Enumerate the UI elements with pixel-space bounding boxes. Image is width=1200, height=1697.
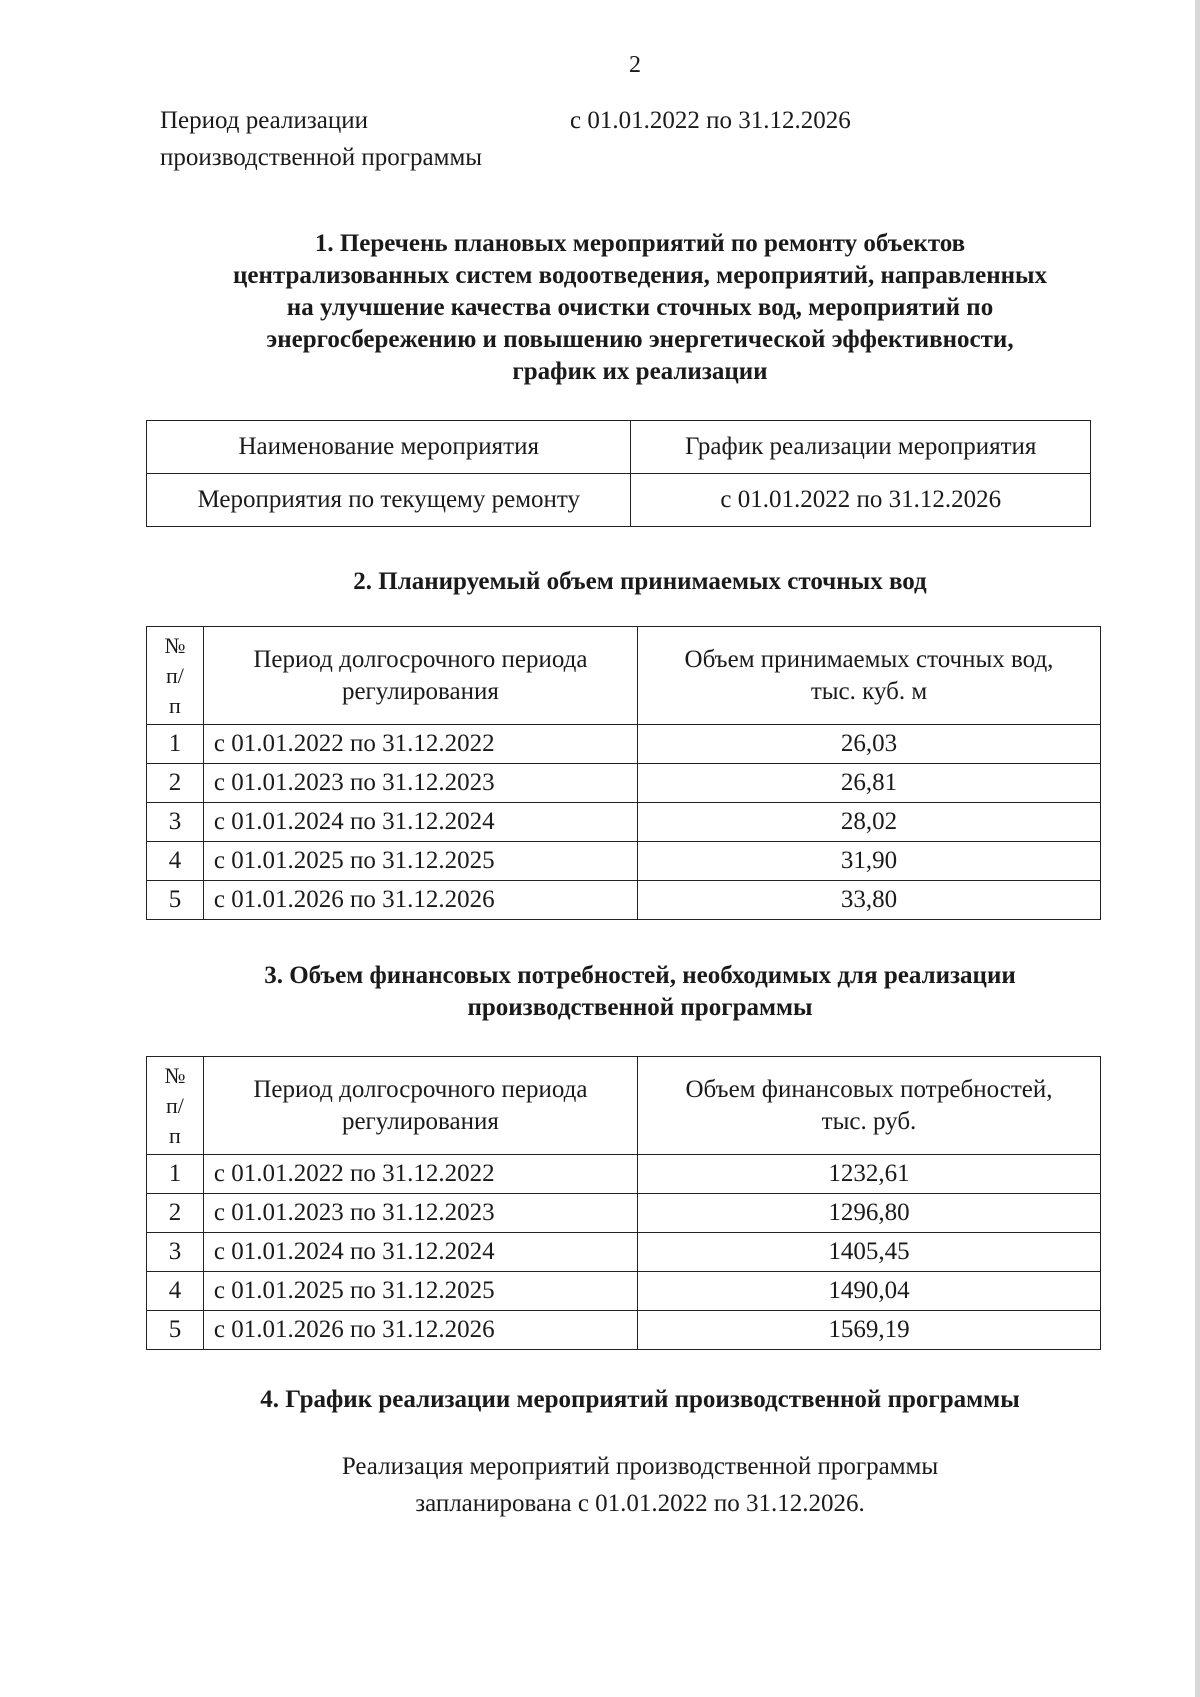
section-2-heading: 2. Планируемый объем принимаемых сточных вод bbox=[353, 568, 927, 595]
cell-period: с 01.01.2023 по 31.12.2023 bbox=[203, 1194, 637, 1233]
cell-period: с 01.01.2025 по 31.12.2025 bbox=[203, 1272, 637, 1311]
header-financial-needs bbox=[637, 1057, 1100, 1155]
section-1-heading-line: на улучшение качества очистки сточных вод, мероприятий по bbox=[286, 294, 994, 321]
cell-financial-needs: 1490,04 bbox=[637, 1272, 1100, 1311]
cell-number: 4 bbox=[147, 1272, 204, 1311]
cell-number: 5 bbox=[147, 1311, 204, 1350]
period-value: с 01.01.2022 по 31.12.2026 bbox=[570, 107, 851, 134]
header-number-line: № bbox=[164, 1062, 186, 1088]
period-label bbox=[160, 102, 482, 176]
section-3-heading-line: производственной программы bbox=[467, 994, 813, 1021]
implementation-paragraph bbox=[140, 1448, 1140, 1522]
paragraph-line: запланирована с 01.01.2022 по 31.12.2026. bbox=[415, 1490, 865, 1517]
page-edge-shadow bbox=[1195, 0, 1200, 1697]
cell-activity-name: Мероприятия по текущему ремонту bbox=[147, 474, 631, 527]
table-row bbox=[147, 842, 1101, 881]
header-number-line: п bbox=[169, 692, 181, 718]
period-label-line-1: Период реализации bbox=[160, 107, 368, 134]
header-number bbox=[147, 1057, 204, 1155]
cell-period: с 01.01.2024 по 31.12.2024 bbox=[203, 803, 637, 842]
paragraph-line: Реализация мероприятий производственной программы bbox=[341, 1453, 939, 1480]
header-volume bbox=[637, 627, 1100, 725]
header-period-line: регулирования bbox=[341, 677, 499, 705]
header-period-line: Период долгосрочного периода bbox=[253, 1075, 588, 1103]
cell-number: 3 bbox=[147, 1233, 204, 1272]
section-1-heading-line: централизованных систем водоотведения, мероприятий, направленных bbox=[232, 262, 1048, 289]
page-number: 2 bbox=[629, 52, 641, 78]
cell-period: с 01.01.2022 по 31.12.2022 bbox=[203, 1155, 637, 1194]
cell-volume: 26,81 bbox=[637, 764, 1100, 803]
cell-period: с 01.01.2026 по 31.12.2026 bbox=[203, 1311, 637, 1350]
header-number bbox=[147, 627, 204, 725]
cell-number: 2 bbox=[147, 1194, 204, 1233]
table-row bbox=[147, 725, 1101, 764]
cell-period: с 01.01.2022 по 31.12.2022 bbox=[203, 725, 637, 764]
cell-number: 2 bbox=[147, 764, 204, 803]
section-3-heading-line: 3. Объем финансовых потребностей, необходимых для реализации bbox=[264, 962, 1016, 989]
header-number-line: п bbox=[169, 1122, 181, 1148]
cell-financial-needs: 1296,80 bbox=[637, 1194, 1100, 1233]
financial-needs-table bbox=[146, 1056, 1101, 1350]
cell-number: 1 bbox=[147, 725, 204, 764]
cell-number: 3 bbox=[147, 803, 204, 842]
table-header-row bbox=[147, 627, 1101, 725]
activities-table bbox=[146, 420, 1091, 527]
header-period-line: Период долгосрочного периода bbox=[253, 645, 588, 673]
header-period bbox=[203, 1057, 637, 1155]
table-row bbox=[147, 1194, 1101, 1233]
section-4-heading: 4. График реализации мероприятий производственной программы bbox=[260, 1386, 1020, 1413]
header-financial-line: Объем финансовых потребностей, bbox=[685, 1075, 1053, 1103]
cell-volume: 28,02 bbox=[637, 803, 1100, 842]
cell-financial-needs: 1569,19 bbox=[637, 1311, 1100, 1350]
cell-period: с 01.01.2025 по 31.12.2025 bbox=[203, 842, 637, 881]
header-volume-line: Объем принимаемых сточных вод, bbox=[684, 645, 1054, 673]
section-1-heading-line: график их реализации bbox=[512, 358, 768, 385]
cell-number: 5 bbox=[147, 881, 204, 920]
cell-activity-schedule: с 01.01.2022 по 31.12.2026 bbox=[631, 474, 1091, 527]
section-1-heading-line: 1. Перечень плановых мероприятий по ремонту объектов bbox=[314, 230, 966, 257]
wastewater-volume-table bbox=[146, 626, 1101, 920]
table-row bbox=[147, 1155, 1101, 1194]
table-row bbox=[147, 474, 1091, 527]
cell-financial-needs: 1232,61 bbox=[637, 1155, 1100, 1194]
table-row bbox=[147, 1311, 1101, 1350]
cell-volume: 26,03 bbox=[637, 725, 1100, 764]
table-row bbox=[147, 1272, 1101, 1311]
header-activity-name: Наименование мероприятия bbox=[147, 421, 631, 474]
cell-period: с 01.01.2024 по 31.12.2024 bbox=[203, 1233, 637, 1272]
table-row bbox=[147, 881, 1101, 920]
cell-volume: 31,90 bbox=[637, 842, 1100, 881]
table-header-row bbox=[147, 1057, 1101, 1155]
table-header-row bbox=[147, 421, 1091, 474]
cell-number: 4 bbox=[147, 842, 204, 881]
section-1-heading-line: энергосбережению и повышению энергетической эффективности, bbox=[266, 326, 1014, 353]
cell-volume: 33,80 bbox=[637, 881, 1100, 920]
header-financial-line: тыс. руб. bbox=[821, 1107, 917, 1135]
cell-period: с 01.01.2023 по 31.12.2023 bbox=[203, 764, 637, 803]
period-label-line-2: производственной программы bbox=[160, 144, 483, 171]
section-1-heading bbox=[140, 228, 1140, 388]
table-row bbox=[147, 1233, 1101, 1272]
cell-financial-needs: 1405,45 bbox=[637, 1233, 1100, 1272]
table-row bbox=[147, 764, 1101, 803]
cell-number: 1 bbox=[147, 1155, 204, 1194]
header-period-line: регулирования bbox=[341, 1107, 499, 1135]
header-number-line: п/ bbox=[165, 1092, 184, 1118]
header-number-line: № bbox=[164, 632, 186, 658]
cell-period: с 01.01.2026 по 31.12.2026 bbox=[203, 881, 637, 920]
header-period bbox=[203, 627, 637, 725]
section-3-heading bbox=[140, 960, 1140, 1024]
header-number-line: п/ bbox=[165, 662, 184, 688]
header-activity-schedule: График реализации мероприятия bbox=[631, 421, 1091, 474]
header-volume-line: тыс. куб. м bbox=[810, 677, 928, 705]
table-row bbox=[147, 803, 1101, 842]
